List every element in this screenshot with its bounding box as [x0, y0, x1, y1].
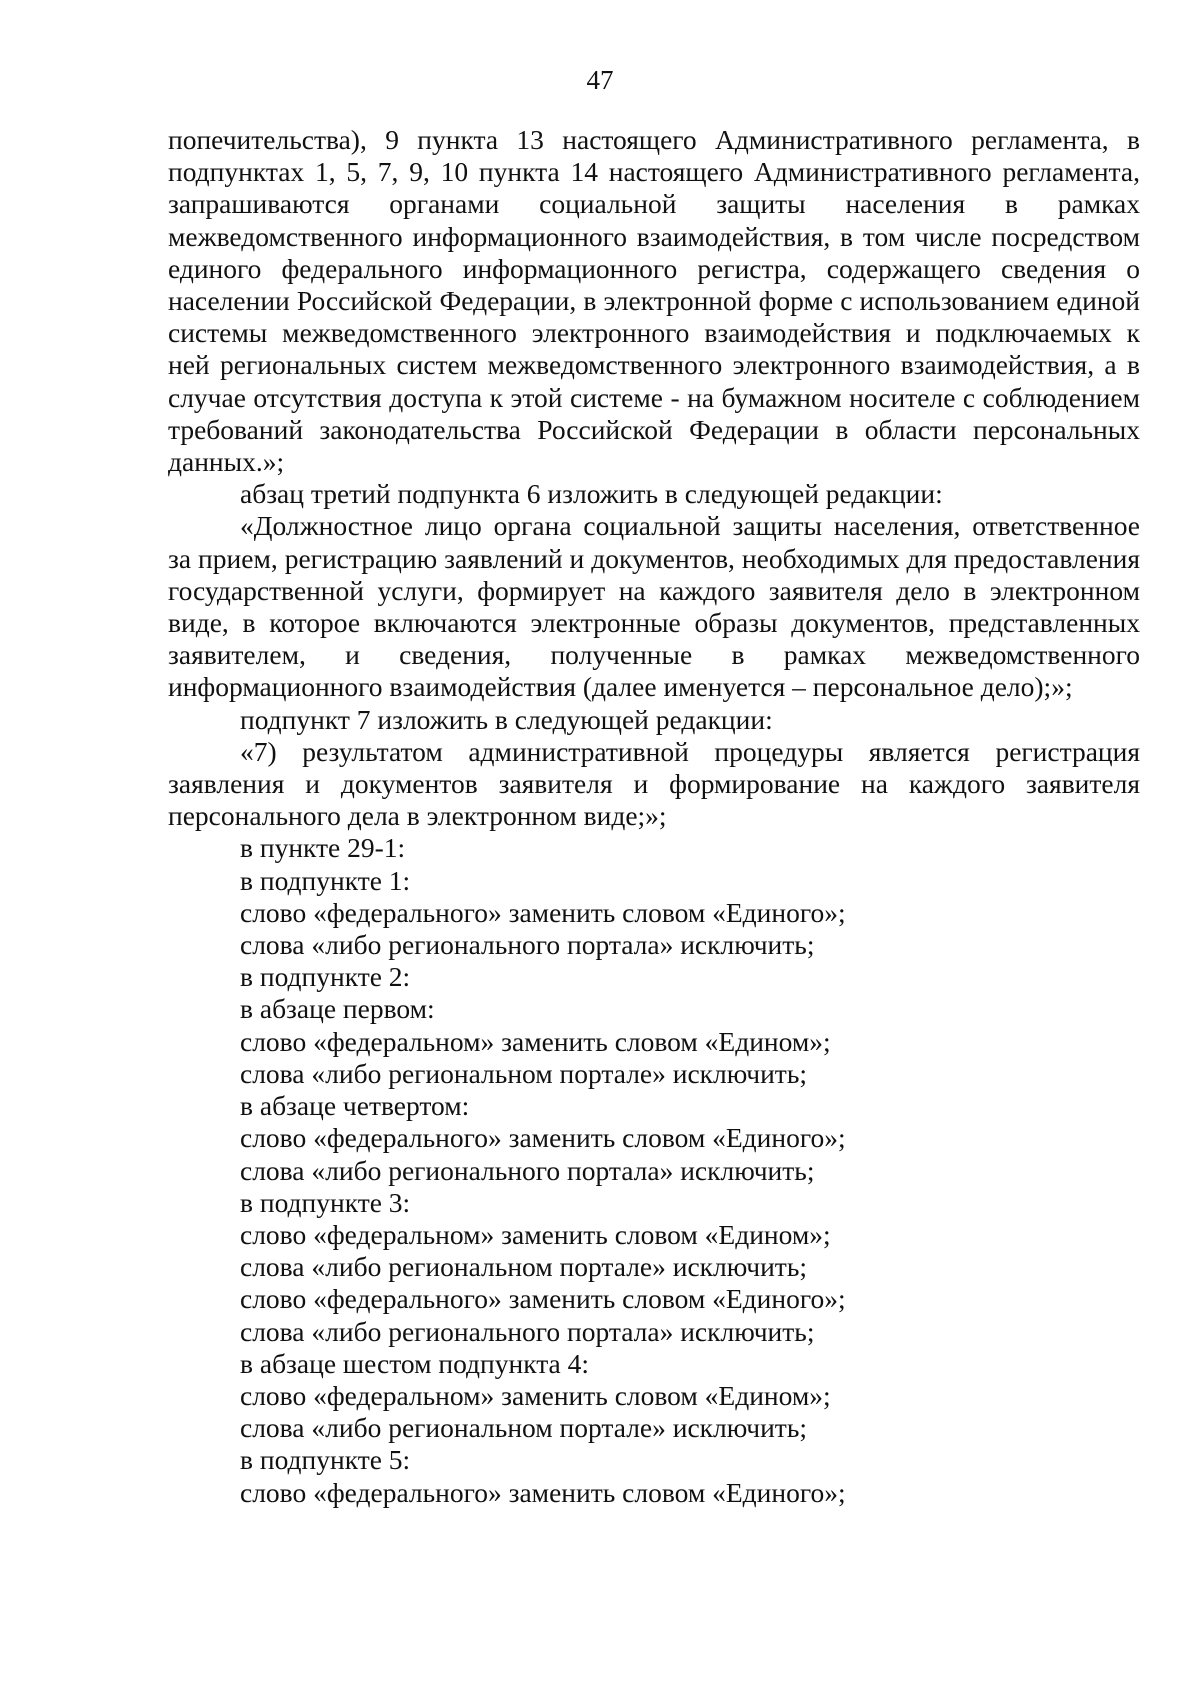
amendment-line: слова «либо регионального портала» исключить; [240, 929, 815, 961]
amendment-line: в абзаце первом: [240, 993, 435, 1025]
amendment-line: в абзаце шестом подпункта 4: [240, 1347, 590, 1379]
amendment-line: слова «либо региональном портале» исключить; [240, 1251, 807, 1283]
amendment-line: слова «либо региональном портале» исключить; [240, 1057, 807, 1089]
amendment-line: слова «либо регионального портала» исключить; [240, 1315, 815, 1347]
amendment-line: в подпункте 5: [240, 1444, 411, 1476]
paragraph-quoted-official-duty: «Должностное лицо органа социальной защиты населения, ответственное за прием, регистрацию заявлений и документов, необходимых для предоставления государственной услуги, формирует на каждого заявителя дело в электронном виде, в которое включаются электронные образы документов, представленных заявителем, и сведения, полученные в рамках межведомственного информационного взаимодействия (далее именуется – персональное дело);»; [168, 510, 1140, 703]
amendment-line: в абзаце четвертом: [240, 1090, 470, 1122]
amendment-line: слово «федерального» заменить словом «Единого»; [240, 896, 846, 928]
paragraph-instruction-subitem-6: абзац третий подпункта 6 изложить в следующей редакции: [240, 478, 943, 510]
amendment-line: слово «федерального» заменить словом «Единого»; [240, 1122, 846, 1154]
paragraph-quoted-result: «7) результатом административной процедуры является регистрация заявления и документов заявителя и формирование на каждого заявителя персонального дела в электронном виде;»; [168, 735, 1140, 832]
amendment-line: в подпункте 1: [240, 864, 411, 896]
document-body [168, 124, 1140, 1509]
amendment-line: слово «федерального» заменить словом «Единого»; [240, 1283, 846, 1315]
paragraph-continuation: попечительства), 9 пункта 13 настоящего Административного регламента, в подпунктах 1, 5, 7, 9, 10 пункта 14 настоящего Административного регламента, запрашиваются органами социальной защиты населения в рамках межведомственного информационного взаимодействия, в том числе посредством единого федерального информационного регистра, содержащего сведения о населении Российской Федерации, в электронной форме с использованием единой системы межведомственного электронного взаимодействия и подключаемых к ней региональных систем межведомственного электронного взаимодействия, а в случае отсутствия доступа к этой системе - на бумажном носителе с соблюдением требований законодательства Российской Федерации в области персональных данных.»; [168, 124, 1140, 478]
amendment-line: в пункте 29-1: [240, 832, 406, 864]
amendment-line: слово «федеральном» заменить словом «Едином»; [240, 1218, 831, 1250]
amendment-line: слово «федеральном» заменить словом «Едином»; [240, 1379, 831, 1411]
amendment-line: слово «федерального» заменить словом «Единого»; [240, 1476, 846, 1508]
page-number: 47 [586, 65, 614, 95]
amendment-line: слово «федеральном» заменить словом «Едином»; [240, 1025, 831, 1057]
paragraph-instruction-subitem-7: подпункт 7 изложить в следующей редакции: [240, 703, 773, 735]
amendment-line: в подпункте 3: [240, 1186, 411, 1218]
amendment-line: слова «либо региональном портале» исключить; [240, 1412, 807, 1444]
amendment-line: слова «либо регионального портала» исключить; [240, 1154, 815, 1186]
amendment-line: в подпункте 2: [240, 961, 411, 993]
